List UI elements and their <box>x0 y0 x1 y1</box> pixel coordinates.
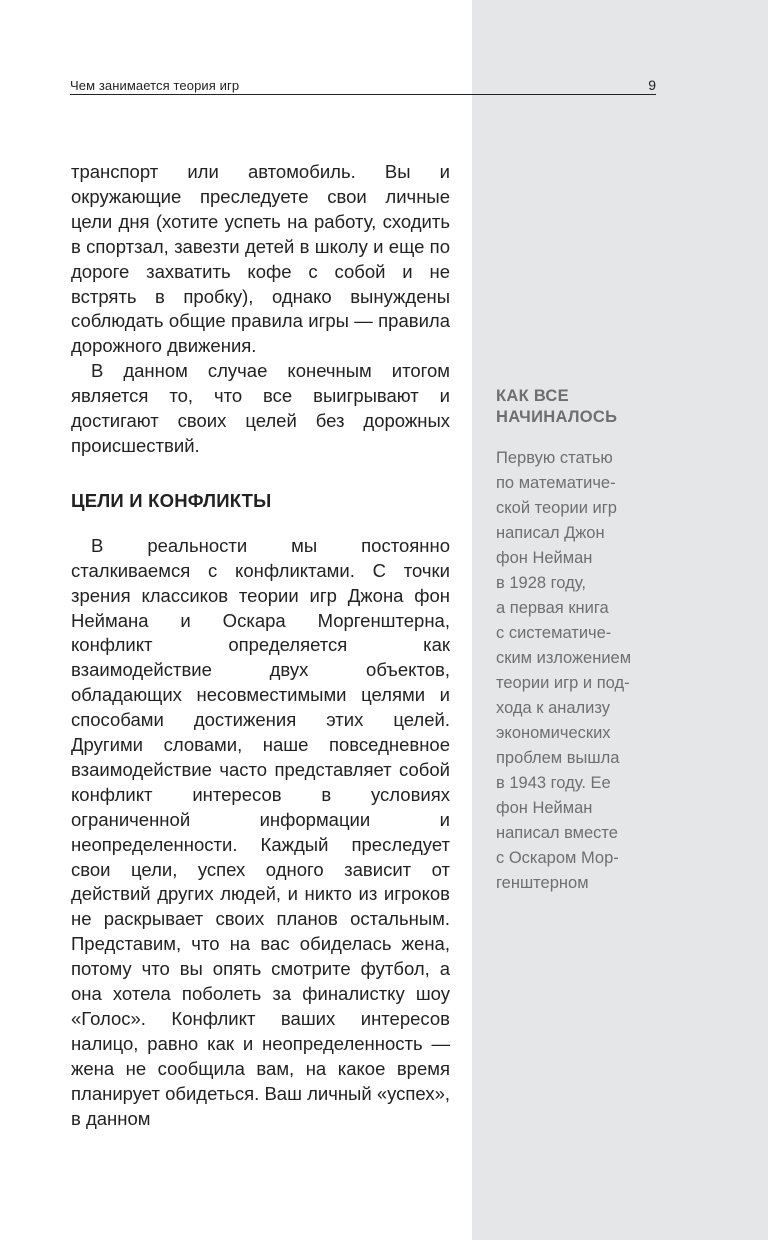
sidebar-heading-line: НАЧИНАЛОСЬ <box>496 408 618 426</box>
sidebar-text-line: фон Нейман <box>496 549 593 567</box>
sidebar-text-line: ским изложением <box>496 649 632 667</box>
sidebar-text-line: в 1928 году, <box>496 574 586 592</box>
sidebar-text-line: а первая книга <box>496 599 609 617</box>
sidebar-text-line: написал вместе <box>496 824 618 842</box>
sidebar-heading-line: КАК ВСЕ <box>496 387 569 405</box>
sidebar-note <box>496 386 658 896</box>
sidebar-text-line: ской теории игр <box>496 499 617 517</box>
sidebar-text <box>496 446 658 896</box>
sidebar-text-line: генштерном <box>496 874 589 892</box>
sidebar-text-line: написал Джон <box>496 524 605 542</box>
sidebar-text-line: по математиче- <box>496 474 616 492</box>
paragraph-1: транспорт или автомобиль. Вы и окружающие преследуете свои личные цели дня (хотите успеть на работу, сходить в спортзал, завезти детей в школу и еще по дороге захватить кофе с собой и не встрять в пробку), однако вынуждены соблюдать общие правила игры — правила дорожного движения. <box>71 161 450 357</box>
main-text-column <box>71 160 450 1132</box>
sidebar-text-line: теории игр и под- <box>496 674 630 692</box>
running-header <box>70 78 656 95</box>
sidebar-text-line: с систематиче- <box>496 624 612 642</box>
sidebar-heading <box>496 386 658 428</box>
page-number: 9 <box>648 77 656 93</box>
sidebar-text-line: проблем вышла <box>496 749 620 767</box>
sidebar-text-line: в 1943 году. Ее <box>496 774 611 792</box>
sidebar-text-line: хода к анализу <box>496 699 611 717</box>
running-header-title: Чем занимается теория игр <box>70 78 240 93</box>
paragraph-2: В данном случае конечным итогом является то, что все выигрывают и достигают своих целей без дорожных происшествий. <box>71 360 450 456</box>
section-heading: ЦЕЛИ И КОНФЛИКТЫ <box>71 489 272 511</box>
paragraph-3: В реальности мы постоянно сталкиваемся с конфликтами. С точки зрения классиков теории игр Джона фон Неймана и Оскара Моргенштерна, конфликт определяется как взаимодействие двух объектов, обладающих несовместимыми целями и способами достижения этих целей. Другими словами, наше повседневное взаимодействие часто представляет собой конфликт интересов в условиях ограниченной информации и неопределенности. Каждый преследует свои цели, успех одного зависит от действий других людей, и никто из игроков не раскрывает своих планов остальным. Представим, что на вас обиделась жена, потому что вы опять смотрите футбол, а она хотела поболеть за финалистку шоу «Голос». Конфликт ваших интересов налицо, равно как и неопределенность — жена не сообщила вам, на какое время планирует обидеться. Ваш личный «успех», в данном <box>71 534 450 1129</box>
sidebar-text-line: экономических <box>496 724 611 742</box>
sidebar-text-line: с Оскаром Мор- <box>496 849 619 867</box>
sidebar-text-line: фон Нейман <box>496 799 593 817</box>
sidebar-text-line: Первую статью <box>496 449 613 467</box>
